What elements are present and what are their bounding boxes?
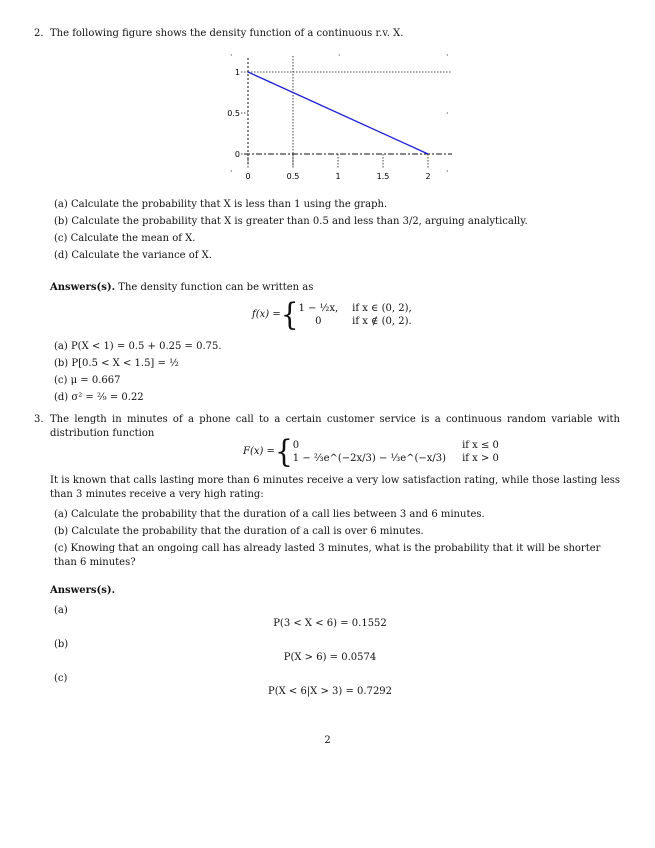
case2-expr: 0 [315,316,322,327]
q3-part-a [54,508,624,522]
part-label: (b) [54,216,69,227]
part-text: Calculate the probability that the duration of a call lies between 3 and 6 minutes. [70,509,485,520]
q2-number: 2. [34,28,44,39]
left-brace: { [274,433,293,470]
formula-cases [293,439,499,466]
q2-part-a [54,198,624,212]
case1-cond: if x ∈ (0, 2), [352,302,412,314]
x-tick-label: 0 [245,172,251,181]
x-tick-label: 0.5 [286,172,300,181]
formula-lhs: f(x) = [252,309,281,321]
q3-answer-a: P(3 < X < 6) = 0.1552 [273,618,387,629]
part-text: Calculate the variance of X. [71,250,212,261]
corner-dot-tr: · [446,51,449,60]
case2-cond: if x ∉ (0, 2). [352,316,412,327]
case1-expr: 0 [292,439,300,451]
density-chart [200,48,470,188]
part-label: (b) [54,526,69,537]
corner-dot-bl: · [230,167,233,176]
q2-answers-line [50,281,313,295]
corner-dot-tm: · [338,51,341,60]
q3-part-c [54,542,624,569]
part-text: Calculate the probability that the duration of a call is over 6 minutes. [71,526,424,537]
part-label: (c) [54,543,68,554]
q2-density-formula [252,296,412,333]
q3-context: It is known that calls lasting more than 6 minutes receive a very low satisfaction rating, while those lasting less than 3 minutes receive a very high rating: [50,475,620,500]
y-tick-label: 1 [234,68,240,77]
answer-label: (d) [54,392,69,403]
y-tick-group [227,68,248,159]
case1-cond: if x ≤ 0 [462,439,499,451]
q3-answer-c-label: (c) [54,673,68,684]
page-number: 2 [324,735,331,746]
q3-answers-heading: Answers(s). [50,585,116,596]
part-text: Calculate the probability that X is greater than 0.5 and less than 3/2, arguing analytically. [71,216,528,227]
answer-text: μ = 0.667 [70,375,121,386]
q2-answer-a [54,340,624,354]
left-brace: { [280,296,299,333]
x-tick-label: 1 [335,172,341,181]
q3-number: 3. [34,414,44,425]
formula-lhs: F(x) = [243,446,275,458]
case2-expr: 1 − ⅔e^(−2x/3) − ⅓e^(−x/3) [292,453,447,464]
part-label: (d) [54,250,69,261]
part-text: Calculate the mean of X. [70,233,196,244]
q2-answer-c [54,374,624,388]
q2-part-c [54,232,624,246]
x-tick-label: 1.5 [376,172,390,181]
q3-answer-b-label: (b) [54,639,69,650]
answer-label: (a) [54,341,68,352]
corner-dot-tl: · [230,51,233,60]
answer-text: P(X < 1) = 0.5 + 0.25 = 0.75. [70,341,222,352]
q2-answer-b [54,357,624,371]
formula-cases [299,302,412,329]
corner-dot-mr: · [446,109,449,118]
answer-text: P[0.5 < X < 1.5] = ½ [71,358,179,369]
q2-answer-d [54,391,624,405]
x-tick-label: 2 [425,172,431,181]
case1-expr: 1 − ½x, [298,302,339,314]
q2-answers-heading: Answers(s). [50,282,116,293]
q2-part-b [54,215,624,229]
q3-answer-c: P(X < 6|X > 3) = 0.7292 [267,686,393,697]
y-tick-label: 0 [234,150,240,159]
plot-frame [227,51,452,181]
part-text: Knowing that an ongoing call has already lasted 3 minutes, what is the probability that it will be shorter than 6 minutes? [54,543,601,568]
part-label: (c) [54,233,68,244]
y-tick-label: 0.5 [227,109,240,118]
x-tick-group [245,154,430,181]
q3-prompt: The length in minutes of a phone call to a certain customer service is a continuous random variable with distribution function [50,414,620,439]
corner-dot-br: · [446,167,449,176]
part-text: Calculate the probability that X is less than 1 using the graph. [70,199,388,210]
part-label: (a) [54,509,68,520]
q2-prompt: The following figure shows the density function of a continuous r.v. X. [50,28,404,39]
answer-label: (c) [54,375,68,386]
part-label: (a) [54,199,68,210]
q3-answer-a-label: (a) [54,605,68,616]
answer-label: (b) [54,358,69,369]
q3-answer-b: P(X > 6) = 0.0574 [283,652,377,663]
answer-text: σ² = ²⁄₉ = 0.22 [71,392,144,403]
q3-distribution-formula [243,433,499,470]
case2-cond: if x > 0 [462,453,499,464]
q2-answers-intro: The density function can be written as [118,282,314,293]
q2-part-d [54,249,624,263]
density-line [248,72,428,154]
q3-part-b [54,525,624,539]
